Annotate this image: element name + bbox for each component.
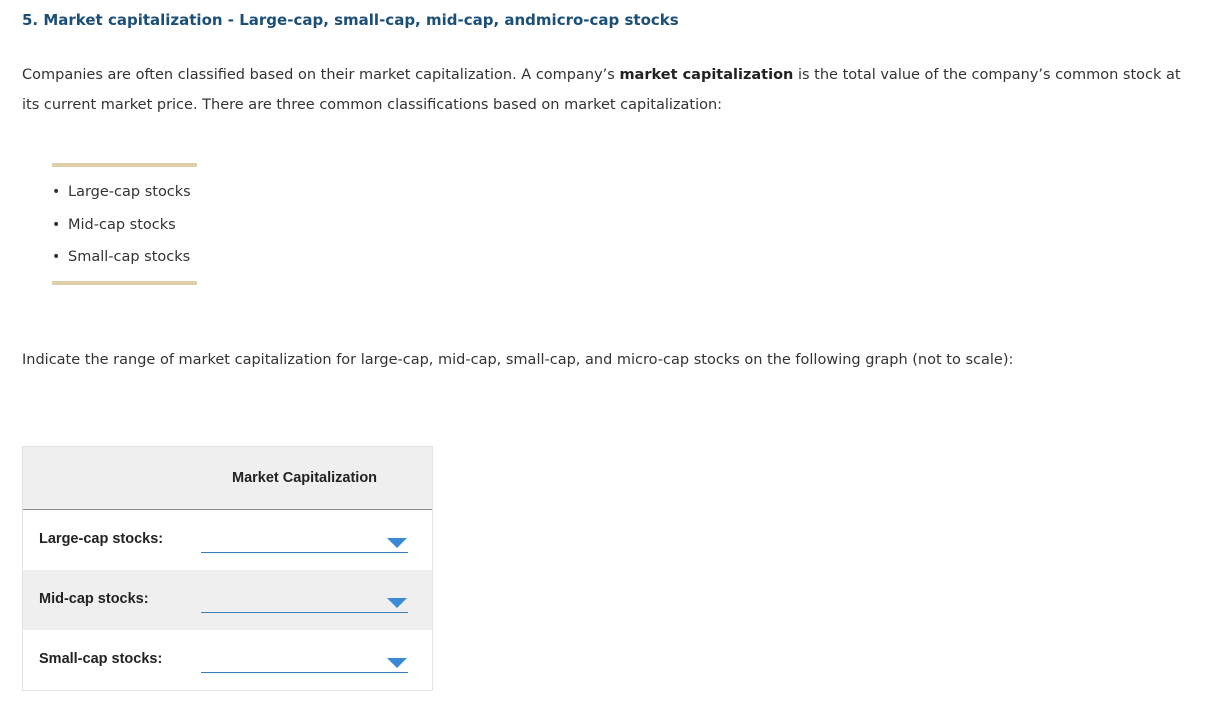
question-title: 5. Market capitalization - Large-cap, small-cap, mid-cap, andmicro-cap stocks <box>22 11 679 29</box>
large-cap-dropdown[interactable] <box>201 530 408 553</box>
list-item <box>52 247 191 280</box>
graph-row-mid-cap <box>23 570 432 630</box>
classification-list <box>52 182 191 280</box>
intro-text-1: Companies are often classified based on their market capitalization. A company’s <box>22 67 620 83</box>
list-item <box>52 215 191 248</box>
intro-text-2: is the total value of the company’s common stock at its current market price. There are three common classifications based on market capitalization: <box>22 67 1181 113</box>
graph-row-large-cap <box>23 510 432 570</box>
intro-paragraph <box>22 60 1192 120</box>
graph-row-small-cap <box>23 630 432 690</box>
graph-header <box>23 447 432 510</box>
classification-label: Large-cap stocks <box>68 184 191 200</box>
bullet-icon: • <box>52 249 61 265</box>
mid-cap-dropdown[interactable] <box>201 590 408 613</box>
graph-header-label: Market Capitalization <box>232 470 378 486</box>
classification-label: Small-cap stocks <box>68 249 191 265</box>
chevron-down-icon[interactable] <box>387 658 407 668</box>
intro-bold-term: market capitalization <box>619 67 794 83</box>
classification-box <box>52 163 197 285</box>
bullet-icon: • <box>52 216 61 233</box>
chevron-down-icon[interactable] <box>387 598 407 608</box>
row-label-large-cap: Large-cap stocks: <box>39 531 164 547</box>
row-label-mid-cap: Mid-cap stocks: <box>39 591 149 607</box>
bullet-icon: • <box>52 184 61 200</box>
chevron-down-icon[interactable] <box>387 538 407 548</box>
list-item <box>52 182 191 215</box>
row-label-small-cap: Small-cap stocks: <box>39 651 163 667</box>
instruction-text: Indicate the range of market capitalization for large-cap, mid-cap, small-cap, and micro-cap stocks on the following graph (not to scale): <box>22 352 1014 368</box>
classification-label: Mid-cap stocks <box>68 216 176 233</box>
market-cap-graph-table <box>22 446 433 691</box>
small-cap-dropdown[interactable] <box>201 650 408 673</box>
